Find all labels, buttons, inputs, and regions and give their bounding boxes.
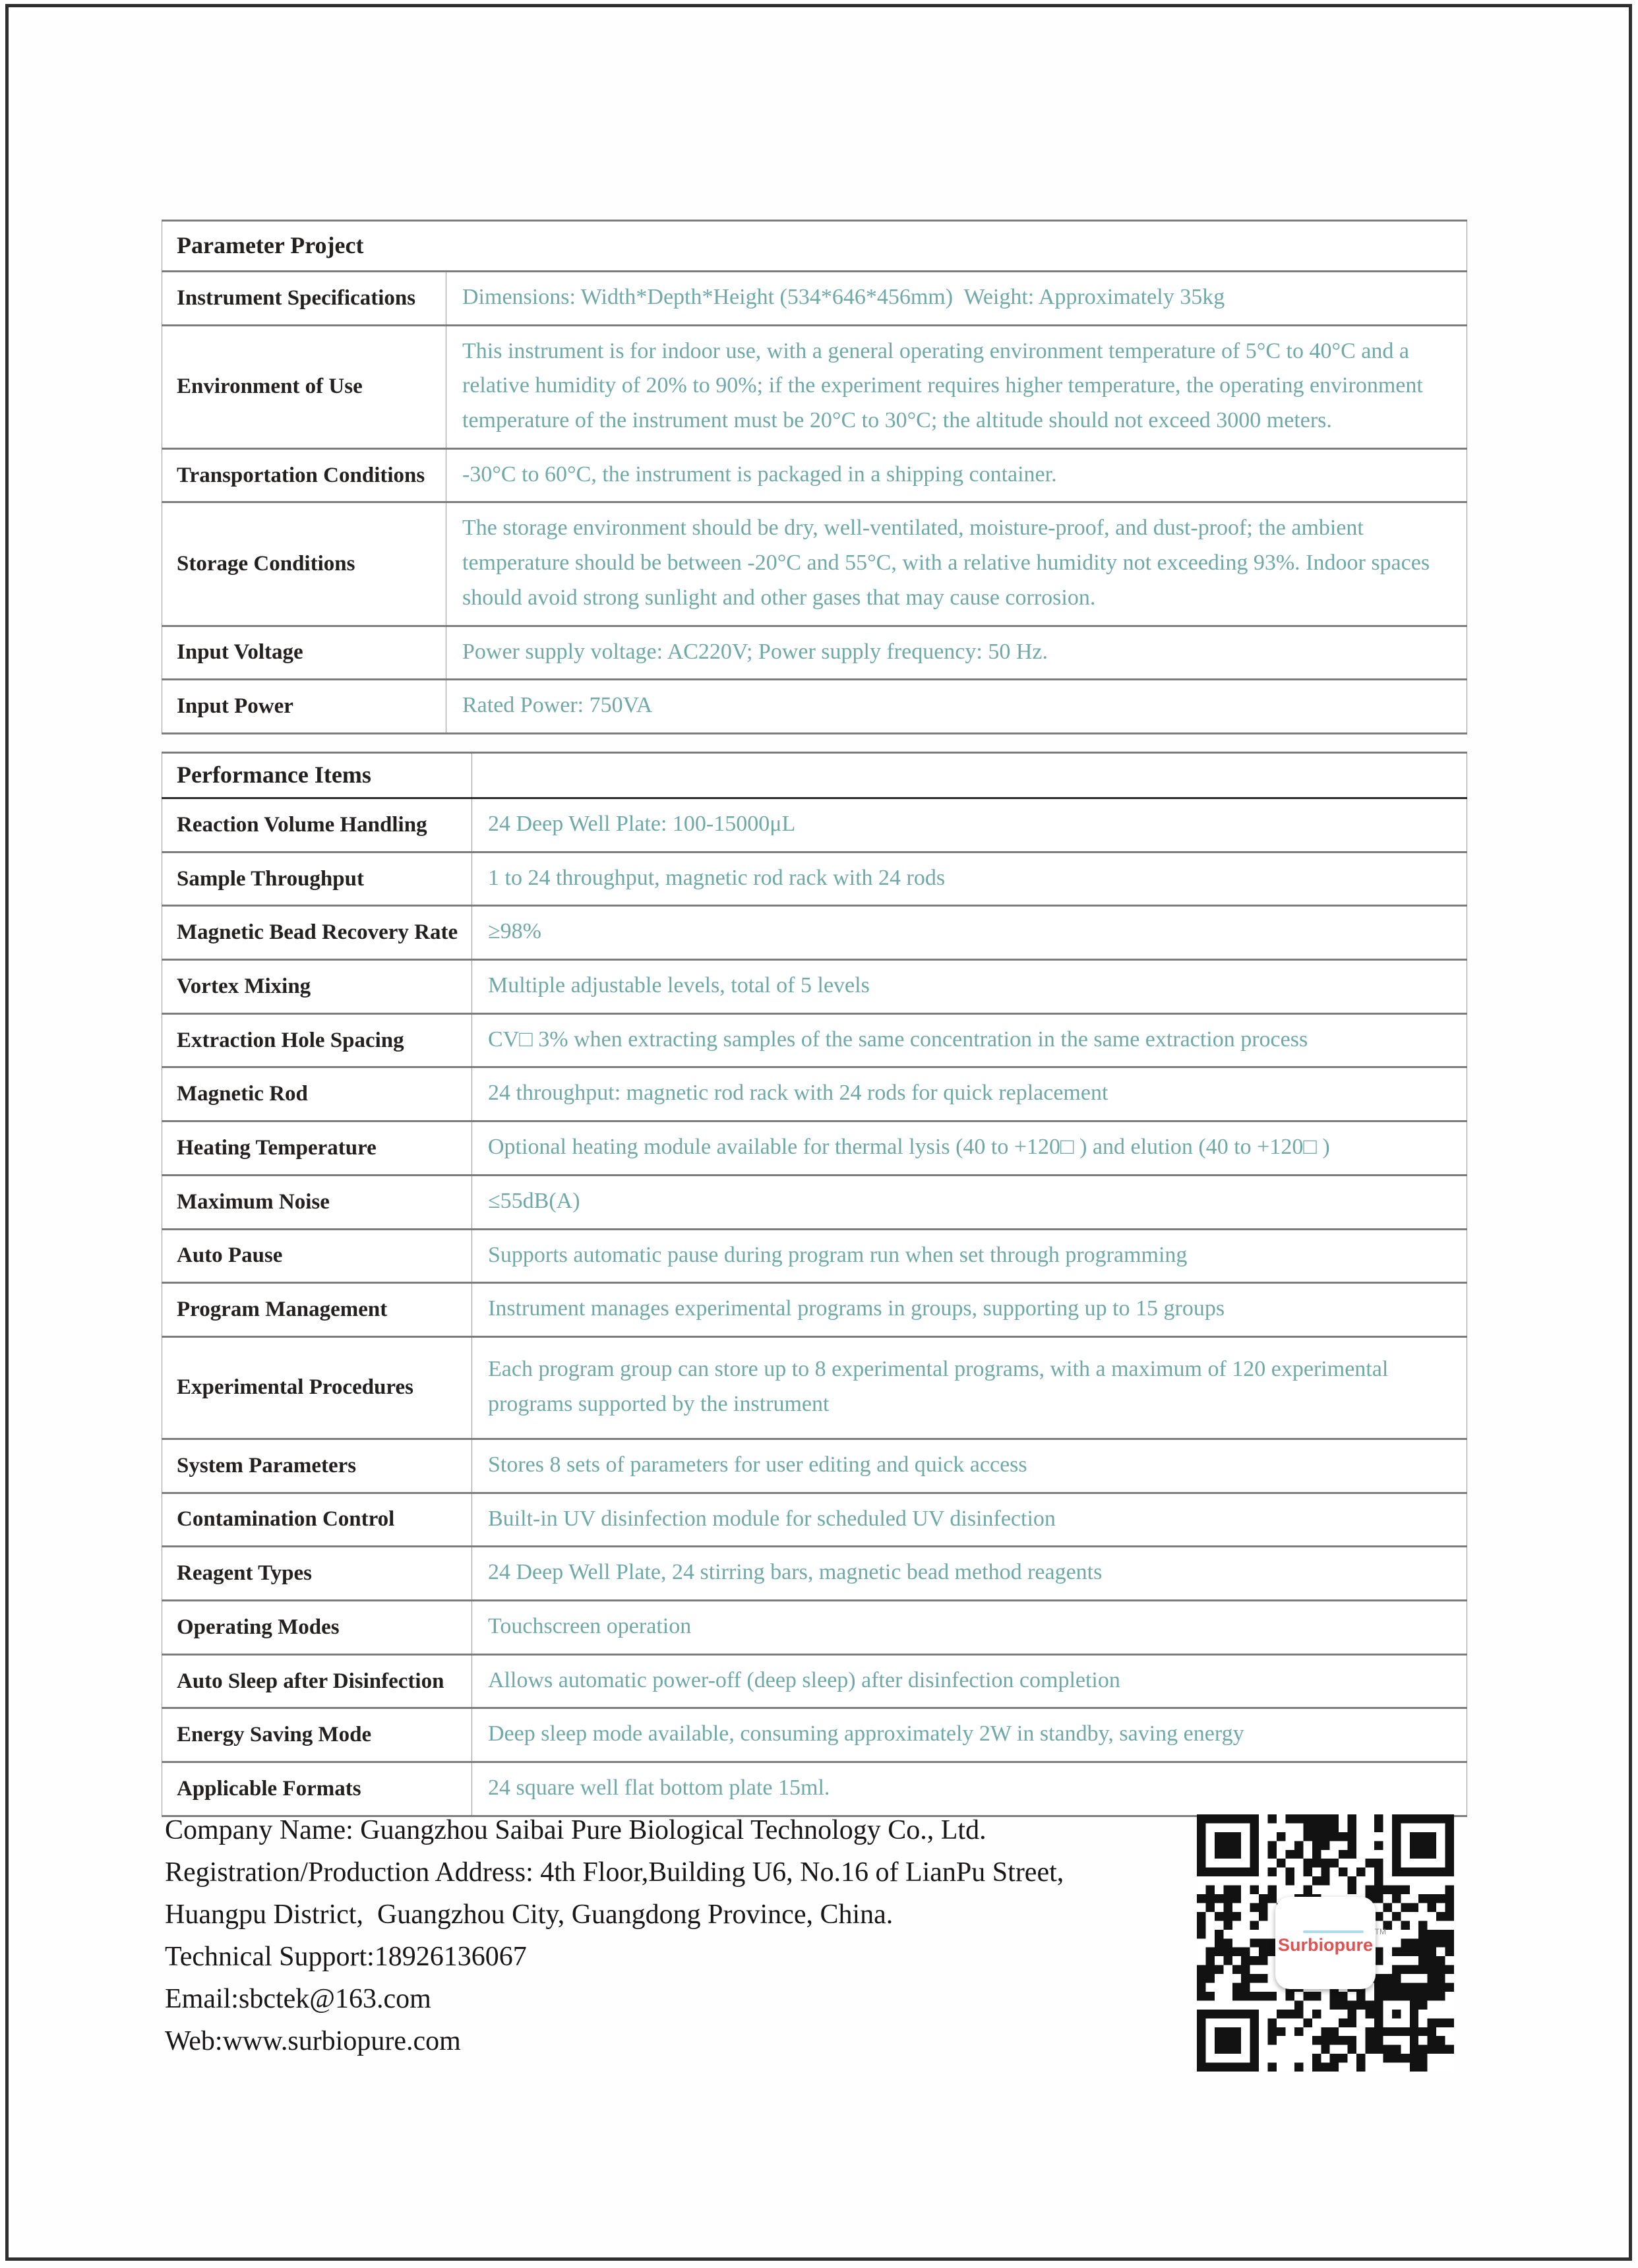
spec-value: Dimensions: Width*Depth*Height (534*646*456mm) Weight: Approximately 35kg [446, 272, 1467, 326]
spec-label: Transportation Conditions [162, 448, 446, 502]
table-row [162, 1175, 1467, 1229]
table-row [162, 1229, 1467, 1283]
spec-value: 24 square well flat bottom plate 15ml. [472, 1762, 1467, 1816]
spec-label: Extraction Hole Spacing [162, 1013, 472, 1067]
brand-logo-text: Surbiopure TM [1277, 1927, 1386, 1955]
company-name-line: Company Name: Guangzhou Saibai Pure Biological Technology Co., Ltd. [165, 1815, 986, 1845]
spec-value: -30°C to 60°C, the instrument is packaged in a shipping container. [446, 448, 1467, 502]
table-row [162, 272, 1467, 326]
address-line-1: Registration/Production Address: 4th Floor,Building U6, No.16 of LianPu Street, [165, 1857, 1064, 1888]
header-empty-cell [472, 753, 1467, 798]
qr-center-logo [1275, 1897, 1386, 1989]
spec-label: Heating Temperature [162, 1121, 472, 1176]
spec-label: Experimental Procedures [162, 1336, 472, 1439]
spec-label: Maximum Noise [162, 1175, 472, 1229]
spec-label: Reagent Types [162, 1547, 472, 1601]
logo-swoosh-decoration [1303, 1930, 1364, 1933]
table-row [162, 680, 1467, 734]
spec-label: Applicable Formats [162, 1762, 472, 1816]
address-line-2: Huangpu District, Guangzhou City, Guangdong Province, China. [165, 1899, 894, 1930]
email-line: Email:sbctek@163.com [165, 1984, 431, 2014]
table-row [162, 960, 1467, 1014]
spec-label: Energy Saving Mode [162, 1708, 472, 1762]
spec-value: Optional heating module available for thermal lysis (40 to +120□ ) and elution (40 to +120□ ) [472, 1121, 1467, 1176]
table-row [162, 1439, 1467, 1493]
spec-value: The storage environment should be dry, well-ventilated, moisture-proof, and dust-proof; the ambient temperature should be between -20°C and 55°C, with a relative humidity not exceeding 93%. Indoor spaces should avoid strong sunlight and other gases that may cause corrosion. [446, 502, 1467, 626]
spec-value: Instrument manages experimental programs in groups, supporting up to 15 groups [472, 1283, 1467, 1337]
table-row [162, 1708, 1467, 1762]
spec-label: Program Management [162, 1283, 472, 1337]
spec-value: This instrument is for indoor use, with a general operating environment temperature of 5°C to 40°C and a relative humidity of 20% to 90%; if the experiment requires higher temperature, the operating environment temperature of the instrument must be 20°C to 30°C; the altitude should not exceed 3000 meters. [446, 325, 1467, 448]
spec-label: Operating Modes [162, 1600, 472, 1654]
spec-label: Magnetic Rod [162, 1067, 472, 1121]
spec-label: Input Voltage [162, 626, 446, 680]
spec-value: 24 Deep Well Plate, 24 stirring bars, magnetic bead method reagents [472, 1547, 1467, 1601]
website-line: Web:www.surbiopure.com [165, 2026, 461, 2056]
table-row [162, 1654, 1467, 1708]
spec-label: Sample Throughput [162, 852, 472, 906]
spec-value: Deep sleep mode available, consuming approximately 2W in standby, saving energy [472, 1708, 1467, 1762]
spec-value: Each program group can store up to 8 experimental programs, with a maximum of 120 experimental programs supported by the instrument [472, 1336, 1467, 1439]
spec-label: Auto Sleep after Disinfection [162, 1654, 472, 1708]
table-row [162, 1493, 1467, 1547]
spec-label: Reaction Volume Handling [162, 798, 472, 852]
technical-support-line: Technical Support:18926136067 [165, 1942, 527, 1972]
spec-value: Allows automatic power-off (deep sleep) after disinfection completion [472, 1654, 1467, 1708]
spec-label: Environment of Use [162, 325, 446, 448]
table-row [162, 906, 1467, 960]
performance-items-table [162, 752, 1467, 1817]
spec-label: Instrument Specifications [162, 272, 446, 326]
spec-value: CV□ 3% when extracting samples of the same concentration in the same extraction process [472, 1013, 1467, 1067]
table-row [162, 852, 1467, 906]
table-header-parameter-project: Parameter Project [162, 221, 1467, 272]
spec-value: Power supply voltage: AC220V; Power supply frequency: 50 Hz. [446, 626, 1467, 680]
spec-value: ≥98% [472, 906, 1467, 960]
table-header-performance-items: Performance Items [162, 753, 472, 798]
spec-value: Multiple adjustable levels, total of 5 levels [472, 960, 1467, 1014]
table-row [162, 1121, 1467, 1176]
spec-value: 1 to 24 throughput, magnetic rod rack with 24 rods [472, 852, 1467, 906]
table-row [162, 1336, 1467, 1439]
spec-value: Rated Power: 750VA [446, 680, 1467, 734]
table-row [162, 1283, 1467, 1337]
spec-value: 24 throughput: magnetic rod rack with 24 rods for quick replacement [472, 1067, 1467, 1121]
table-row [162, 1013, 1467, 1067]
spec-label: Contamination Control [162, 1493, 472, 1547]
spec-label: Auto Pause [162, 1229, 472, 1283]
table-row [162, 626, 1467, 680]
qr-code [1197, 1814, 1454, 2072]
table-row [162, 1600, 1467, 1654]
spec-value: Touchscreen operation [472, 1600, 1467, 1654]
parameter-project-table [162, 220, 1467, 734]
spec-label: Vortex Mixing [162, 960, 472, 1014]
spec-value: Stores 8 sets of parameters for user editing and quick access [472, 1439, 1467, 1493]
spec-label: Magnetic Bead Recovery Rate [162, 906, 472, 960]
spec-label: Storage Conditions [162, 502, 446, 626]
table-row [162, 448, 1467, 502]
table-row [162, 1762, 1467, 1816]
table-row [162, 325, 1467, 448]
table-row [162, 798, 1467, 852]
table-row [162, 1067, 1467, 1121]
spec-value: ≤55dB(A) [472, 1175, 1467, 1229]
spec-value: 24 Deep Well Plate: 100-15000μL [472, 798, 1467, 852]
trademark-symbol: TM [1374, 1927, 1386, 1936]
spec-value: Built-in UV disinfection module for scheduled UV disinfection [472, 1493, 1467, 1547]
table-row [162, 1547, 1467, 1601]
table-row [162, 502, 1467, 626]
spec-label: Input Power [162, 680, 446, 734]
spec-value: Supports automatic pause during program run when set through programming [472, 1229, 1467, 1283]
company-contact-block [165, 1809, 1167, 2062]
spec-label: System Parameters [162, 1439, 472, 1493]
